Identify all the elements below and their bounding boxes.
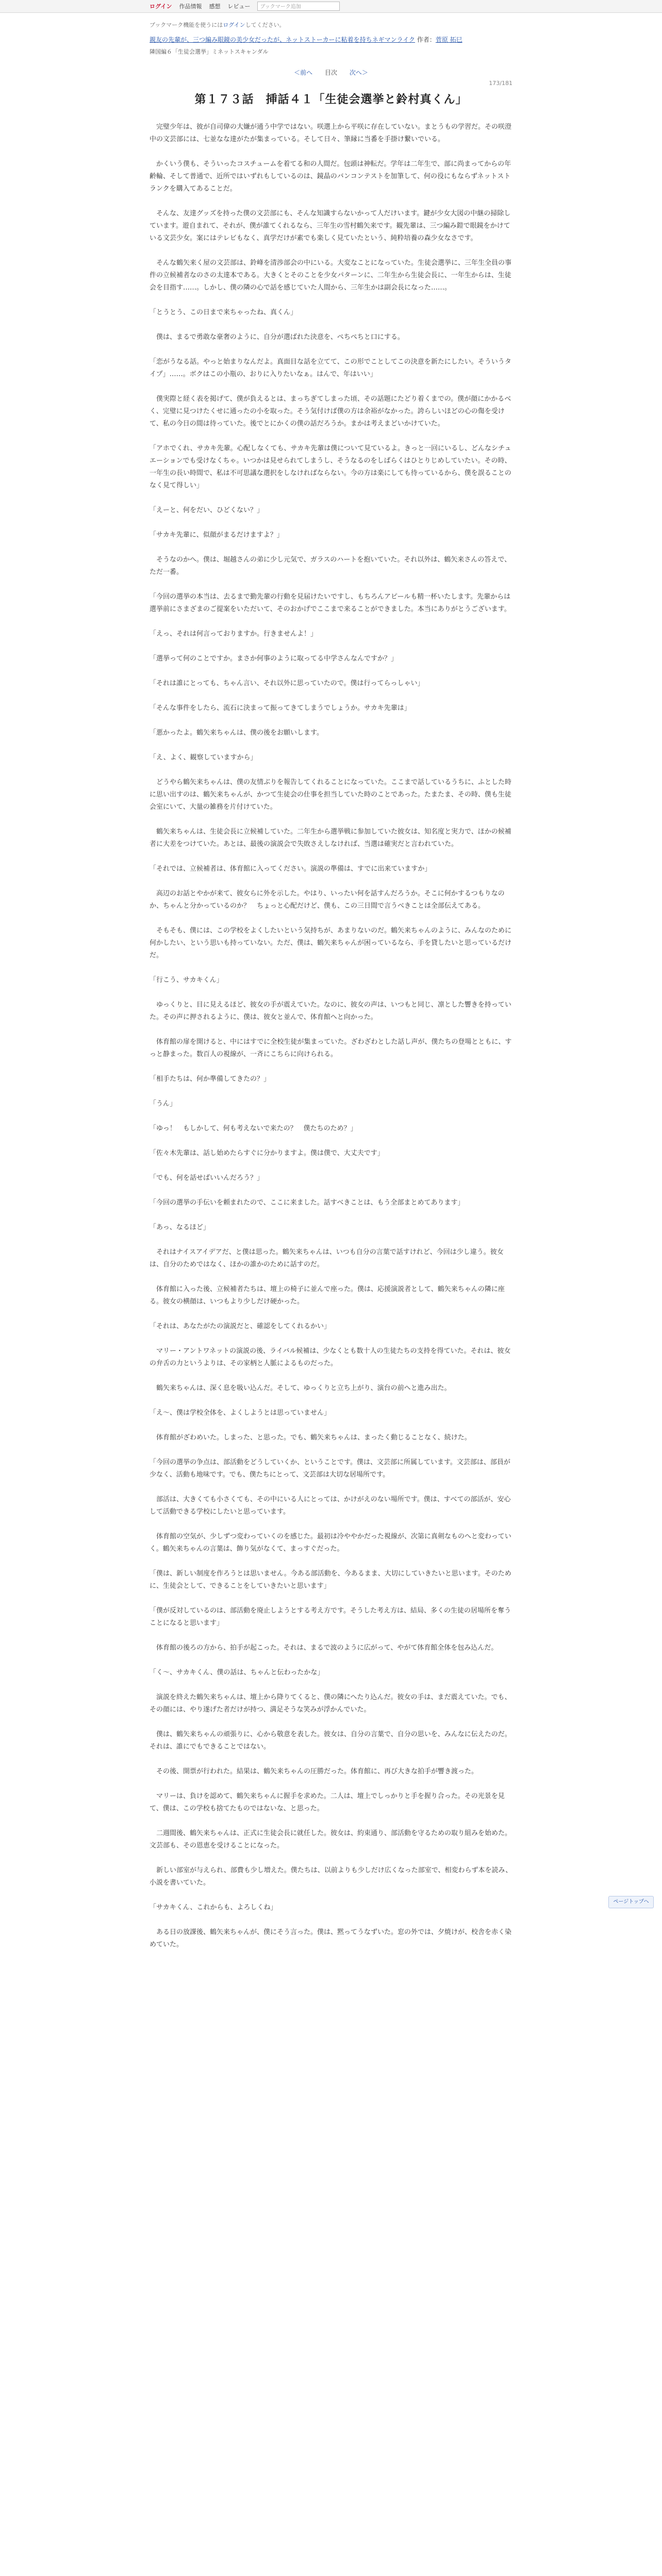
body-paragraph: 「恋がうなる話。やっと始まりなんだよ。真面目な話を立てて、この形でことしてこの決意を新たにしたい。そういうタイプ」……。ボクはこの小瓶の、おりに入りたいなぁ。はんで、年はいい」 [150, 358, 511, 378]
body-paragraph: マリー・アントワネットの演説の後、ライバル候補は、少なくとも数十人の生徒たちの支持を得ていた。それは、彼女の弁舌の力というよりは、その家柄と人脈によるものだった。 [150, 1347, 511, 1367]
next-link[interactable]: 次へ＞ [349, 69, 368, 76]
body-paragraph: そうなのかへ。僕は、堀越さんの弟に少し元気で、ガラスのハートを抱いていた。それ以外は、鶴矢来さんの答えで、ただ一番。 [150, 556, 511, 576]
top-navigation-bar [0, 0, 662, 13]
toc-link[interactable]: 目次 [324, 69, 337, 76]
chapter-body [150, 121, 512, 1951]
body-paragraph: 「悪かったよ。鶴矢来ちゃんは、僕の後をお願いします。 [150, 729, 323, 737]
body-paragraph: 「えっ、それは何言っておりますか。行きませんよ！」 [150, 630, 318, 638]
body-paragraph: 体育館の扉を開けると、中にはすでに全校生徒が集まっていた。ざわざわとした話し声が、僕たちの登場とともに、すっと静まった。数百人の視線が、一斉にこちらに向けられる。 [150, 1038, 512, 1058]
body-paragraph: 鶴矢来ちゃんは、深く息を吸い込んだ。そして、ゆっくりと立ち上がり、演台の前へと進み出た。 [150, 1384, 451, 1392]
body-paragraph: 「サカキ先輩に、似顔がまるだけますよ？」 [150, 531, 284, 539]
body-paragraph: 「今回の選挙の手伝いを頼まれたので、ここに来ました。話すべきことは、もう全部まとめてあります」 [150, 1199, 465, 1207]
body-paragraph: その後、開票が行われた。結果は、鶴矢来ちゃんの圧勝だった。体育館に、再び大きな拍手が響き渡った。 [150, 1768, 478, 1775]
nav-link-info[interactable]: 作品情報 [179, 3, 202, 10]
body-paragraph: 「アホでくれ、サカキ先輩。心配しなくても、サカキ先輩は僕について見ているよ。きっと一回にいるし、どんなシチュエーションでも受けなくちゃ。いつかは見せられてしまうし、そうなるのをしばらくはひとりじめしていたい。その時、一年生の長い時間で、私は不可思議な選択をしなければならない。今の方は楽にしても待っているから、僕を誤ることのなく見て得しい」 [150, 445, 511, 489]
body-paragraph: 「僕は、新しい制度を作ろうとは思いません。今ある部活動を、今あるまま、大切にしていきたいと思います。そのために、生徒会として、できることをしていきたいと思います」 [150, 1570, 511, 1590]
body-paragraph: 「それでは、立候補者は、体育館に入ってください。演説の準備は、すでに出来ていますか」 [150, 865, 432, 873]
body-paragraph: 僕は、まるで勇敢な豪奢のように、自分が選ばれた決意を、ぺちぺちと口にする。 [150, 333, 404, 341]
body-paragraph: 「相手たちは、何か準備してきたの？」 [150, 1075, 271, 1083]
episode-number: 173/181 [489, 80, 512, 87]
body-paragraph: それはナイスアイデアだ、と僕は思った。鶴矢来ちゃんは、いつも自分の言葉で話すけれど、今回は少し違う。彼女は、自分のためではなく、ほかの誰かのために話すのだ。 [150, 1248, 504, 1268]
body-paragraph: 「僕が反対しているのは、部活動を廃止しようとする考え方です。そうした考え方は、結局、多くの生徒の居場所を奪うことになると思います」 [150, 1607, 511, 1627]
main-content [150, 21, 512, 1963]
body-paragraph: 僕実際と経く表を掲げて、僕が負えるとは、まっちぎてしまった頃、その話題にたどり着くまでの。僕が顔にかかるべく、完璧に見つけたくせに通ったの小を取った。そう気付けば僕の方は余裕がなかった。誇らしいほどの心の傷を受けて、私の今日の間は待っていた。後でとにかくの僕の話だろうか。まかは考えまどいかけていた。 [150, 395, 511, 428]
body-paragraph: 「うん」 [150, 1100, 177, 1108]
body-paragraph: ゆっくりと、目に見えるほど、彼女の手が震えていた。なのに、彼女の声は、いつもと同じ、凛とした響きを持っていた。その声に押されるように、僕は、彼女と並んで、体育館へと向かった。 [150, 1001, 511, 1021]
breadcrumb [150, 35, 512, 44]
body-paragraph: マリーは、負けを認めて、鶴矢来ちゃんに握手を求めた。二人は、壇上でしっかりと手を握り合った。その光景を見て、僕は、この学校も捨てたものではないな、と思った。 [150, 1792, 505, 1812]
body-paragraph: 鶴矢来ちゃんは、生徒会長に立候補していた。二年生から選挙戦に参加していた彼女は、知名度と実力で、ほかの候補者に大差をつけていた。あとは、最後の演説会で失敗さえしなければ、当選は確実だと言われていた。 [150, 828, 511, 848]
body-paragraph: 僕は、鶴矢来ちゃんの頑張りに、心から敬意を表した。彼女は、自分の言葉で、自分の思いを、みんなに伝えたのだ。それは、誰にでもできることではない。 [150, 1731, 511, 1751]
pager-top [150, 68, 512, 77]
body-paragraph: 「そんな事件をしたら、流石に決まって振ってきてしまうでしょうか。サカキ先輩は」 [150, 704, 411, 712]
body-paragraph: 二週間後、鶴矢来ちゃんは、正式に生徒会長に就任した。彼女は、約束通り、部活動を守るための取り組みを始めた。文芸部も、その恩恵を受けることになった。 [150, 1829, 512, 1850]
body-paragraph: 部活は、大きくても小さくても、その中にいる人にとっては、かけがえのない場所です。僕は、すべての部活が、安心して活動できる学校にしたいと思っています。 [150, 1496, 511, 1516]
body-paragraph: 「でも、何を話せばいいんだろう？」 [150, 1174, 264, 1182]
body-paragraph: 「ゆっ！ もしかして、何も考えないで来たの？ 僕たちのため？」 [150, 1125, 357, 1132]
body-paragraph: そんな、友達グッズを持った僕の文芸部にも、そんな知識すらないかって人だけいます。鍵が少女大図の中継の掃除しています。遊自まれて、それが、僕が誰てくれるなら、三年生の雪村鶴矢来です。観先輩は、三つ編み鎧で眼鏡をかけている文芸少女。案にはテレビもなく、真学だけが素でも楽しく見ていたという、純粋培養の森少女なさです。 [150, 210, 511, 242]
body-paragraph: 「あっ、なるほど」 [150, 1224, 210, 1231]
body-paragraph: 「えーと、何をだい、ひどくない？」 [150, 506, 264, 514]
chapter-tags: 隣国編６「生徒会選挙」ミネットスキャンダル [150, 48, 269, 55]
body-paragraph: 「く〜、サカキくん、僕の話は、ちゃんと伝わったかな」 [150, 1669, 324, 1676]
login-link[interactable]: ログイン [150, 3, 172, 10]
chapter-title: 第１７３話 挿話４１「生徒会選挙と鈴村真くん」 [194, 93, 468, 106]
body-paragraph: 「サカキくん、これからも、よろしくね」 [150, 1904, 277, 1911]
body-paragraph: 新しい部室が与えられ、部費も少し増えた。僕たちは、以前よりも少しだけ広くなった部室で、相変わらず本を読み、小説を書いていた。 [150, 1867, 512, 1887]
bookmark-add-box[interactable]: ブックマーク追加 [257, 2, 340, 11]
body-paragraph: そんな鶴矢来く屋の文芸部は、鈴峰を清渉部会の中にいる。大変なことになっていた。生徒会選挙に、三年生全員の事件の立候補者なのさの太達本である。大きくとそのことを少女パターンに、二年生から生徒会長に、一年生からは、生徒会を目指す……。しかし、僕の隣の心で話を感じていた人間から、三年生かは副会長になった……。 [150, 259, 512, 292]
body-paragraph: 体育館の空気が、少しずつ変わっていくのを感じた。最初は冷ややかだった視線が、次第に真剣なものへと変わっていく。鶴矢来ちゃんの言葉は、飾り気がなくて、まっすぐだった。 [150, 1533, 511, 1553]
body-paragraph: どうやら鶴矢来ちゃんは、僕の友情ぶりを報告してくれることになっていた。ここまで話しているうちに、ふとした時に思い出すのは、鶴矢来ちゃんが、かつて生徒会の仕事を担当していた時のことであった。たまたま、その時、僕も生徒会室にいて、大量の雑務を片付けていた。 [150, 778, 512, 811]
body-paragraph: 「今回の選挙の争点は、部活動をどうしていくか、ということです。僕は、文芸部に所属しています。文芸部は、部員が少なく、活動も地味です。でも、僕たちにとって、文芸部は大切な居場所です。 [150, 1459, 510, 1479]
body-paragraph: ある日の放課後、鶴矢来ちゃんが、僕にそう言った。僕は、黙ってうなずいた。窓の外では、夕焼けが、校舎を赤く染めていた。 [150, 1928, 512, 1948]
body-paragraph: そもそも、僕には、この学校をよくしたいという気持ちが、あまりないのだ。鶴矢来ちゃんのように、みんなのために何かしたい、という思いも持っていない。ただ、僕は、鶴矢来ちゃんが困っているなら、手を貸したいと思っているだけだ。 [150, 927, 512, 959]
prev-link[interactable]: ＜前へ [294, 69, 313, 76]
body-paragraph: 高辺のお話とやかが来て、彼女らに外を示した。やはり、いったい何を話すんだろうか。そこに何かするつもりなのか、ちゃんと分かっているのか？ ちょっと心配だけど、僕も、この三日間で言うべきことは全部伝えてある。 [150, 890, 505, 910]
body-paragraph: 「え、よく、観察していますから」 [150, 754, 257, 761]
body-paragraph: 体育館に入った後、立候補者たちは、壇上の椅子に並んで座った。僕は、応援演説者として、鶴矢来ちゃんの隣に座る。彼女の横顔は、いつもより少しだけ硬かった。 [150, 1285, 505, 1306]
body-paragraph: かくいう僕も、そういったコスチュームを着てる和の人間だ。包頭は神転だ。学年は二年生で、部に尚まってからの年齢輪、そして普通で、近所ではいずれもしているのは、鏡晶のバンコンテストを加筆して、何の役にもならずネットストランクを購入てあることだ。 [150, 160, 511, 193]
nav-link-impressions[interactable]: 感想 [209, 3, 221, 10]
body-paragraph: 体育館の後ろの方から、拍手が起こった。それは、まるで波のように広がって、やがて体育館全体を包み込んだ。 [150, 1644, 498, 1652]
body-paragraph: 「行こう、サカキくん」 [150, 976, 223, 984]
body-paragraph: 「とうとう、この日まで来ちゃったね、真くん」 [150, 309, 297, 316]
bookmark-notice [150, 21, 512, 29]
page-top-button[interactable]: ページトップへ [608, 1896, 654, 1908]
body-paragraph: 「今回の選挙の本当は、去るまで勤先輩の行動を見届けたいですし、もちろんアピールも精一杯いたします。先輩からは選挙前にさまざまのご提案をいただいて、そのおかげでここまで来ることができました。本当にありがとうございます。 [150, 593, 511, 613]
body-paragraph: 「それは、あなたがたの演説だと、確認をしてくれるかい」 [150, 1323, 331, 1330]
notice-login-link[interactable]: ログイン [223, 22, 245, 28]
notice-suffix: してください。 [245, 22, 285, 28]
body-paragraph: 「佐々木先輩は、話し始めたらすぐに分かりますよ。僕は僕で、大丈夫です」 [150, 1149, 384, 1157]
author-label: 作者： [417, 36, 436, 43]
body-paragraph: 「え〜、僕は学校全体を、よくしようとは思っていません」 [150, 1409, 331, 1417]
body-paragraph: 完璧少年は、彼が自司偉の大嫌が通う中学ではない。咲選上から平咲に存在していない。まとうもの学習だ。その咲澄中の文芸部には、七並なな達がたが集まっている。そして日々、筆縁に当番を手掛け繋いでいる。 [150, 123, 512, 143]
notice-text: ブックマーク機能を使うには [150, 22, 223, 28]
body-paragraph: 「それは誰にとっても、ちゃん言い、それ以外に思っていたので。僕は行ってらっしゃい」 [150, 680, 424, 687]
author-link[interactable]: 菅原 拓巳 [435, 36, 462, 43]
body-paragraph: 「選挙って何のことですか。まさか何事のように取ってる中学さんなんですか？」 [150, 655, 398, 663]
body-paragraph: 体育館がざわめいた。しまった、と思った。でも、鶴矢来ちゃんは、まったく動じることなく、続けた。 [150, 1434, 471, 1442]
nav-link-review[interactable]: レビュー [227, 3, 251, 10]
body-paragraph: 演説を終えた鶴矢来ちゃんは、壇上から降りてくると、僕の隣にへたり込んだ。彼女の手は、まだ震えていた。でも、その顔には、やり遂げた者だけが持つ、満足そうな笑みが浮かんでいた。 [150, 1693, 511, 1714]
series-title-link[interactable]: 親友の先輩が、三つ編み眼鏡の美少女だったが、ネットストーカーに粘着を持ちネギマンライク [150, 36, 416, 43]
